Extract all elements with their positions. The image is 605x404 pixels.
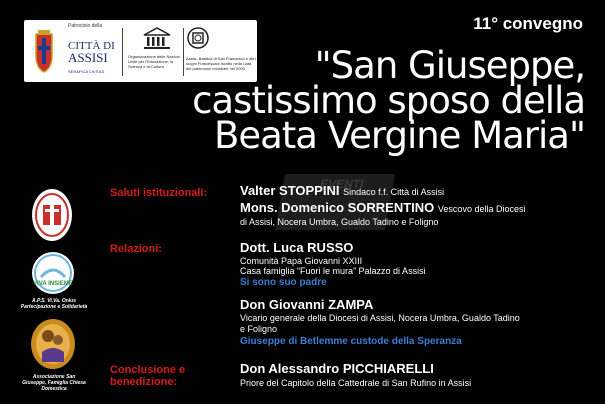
title-line: castissimo sposo della [192,79,585,122]
patronage-label: Patrocinio della [68,23,103,29]
svg-text:VIVA INSIEME: VIVA INSIEME [33,281,73,287]
viva-insieme-logo-icon [31,251,75,295]
speaker-russo: Dott. Luca RUSSO [240,240,354,255]
unesco-temple-icon [142,27,172,51]
aps-caption: A.P.S. Vi.Va. Onlus Partecipazione e Solidarietà [20,298,88,310]
zampa-talk-title: Giuseppe di Betlemme custode della Speranza [240,336,462,347]
zampa-role: e Foligno [240,324,278,334]
city-motto: SERAFICA CIVITAS [68,69,105,74]
divider [183,28,184,76]
zampa-role: Vicario generale della Diocesi di Assisi, Nocera Umbra, Gualdo Tadino [240,313,520,323]
event-title [192,44,585,157]
speaker-sorrentino: Mons. Domenico SORRENTINO Vescovo della Diocesi [240,200,526,215]
relazioni-label: Relazioni: [110,243,162,255]
title-line: "San Giuseppe, [314,44,585,87]
unesco-text: Organizzazione delle Nazioni Unite per l'Educazione, la Scienza e la Cultura [128,54,180,69]
diocese-shield-icon [30,187,74,243]
association-caption: Associazione San Giuseppe, Famiglia Chiesa Domestica [22,374,86,392]
title-line: Beata Vergine Maria" [213,114,585,157]
picchiarelli-role: Priore del Capitolo della Cattedrale di San Rufino in Assisi [240,378,472,388]
russo-affiliation: Casa famiglia “Fuori le mura” Palazzo di Assisi [240,266,426,276]
edition-label: 11° convegno [473,14,583,33]
svg-text:EVENTI: EVENTI [318,177,366,191]
world-heritage-icon [187,27,209,49]
speaker-zampa: Don Giovanni ZAMPA [240,297,374,312]
assisi-crest-icon [32,30,56,74]
sorrentino-role: di Assisi, Nocera Umbra, Gualdo Tadino e Foligno [240,217,439,227]
divider [122,28,123,76]
saint-joseph-icon-image [30,318,76,370]
speaker-picchiarelli: Don Alessandro PICCHIARELLI [240,361,434,376]
russo-talk-title: Si sono suo padre [240,277,327,288]
conclusione-label: Conclusione e benedizione: [110,364,186,388]
world-heritage-text: Assisi, Basilica di San Francesco e altri luoghi Francescani iscritto nella Lista del patrimonio mondiale nel 2000 [186,56,256,71]
speaker-stoppini: Valter STOPPINI Sindaco f.f. Città di Assisi [240,183,445,198]
city-name: CITTÀ DI ASSISI [68,40,115,65]
russo-affiliation: Comunità Papa Giovanni XXIII [240,256,363,266]
saluti-label: Saluti istituzionali: [110,187,208,199]
